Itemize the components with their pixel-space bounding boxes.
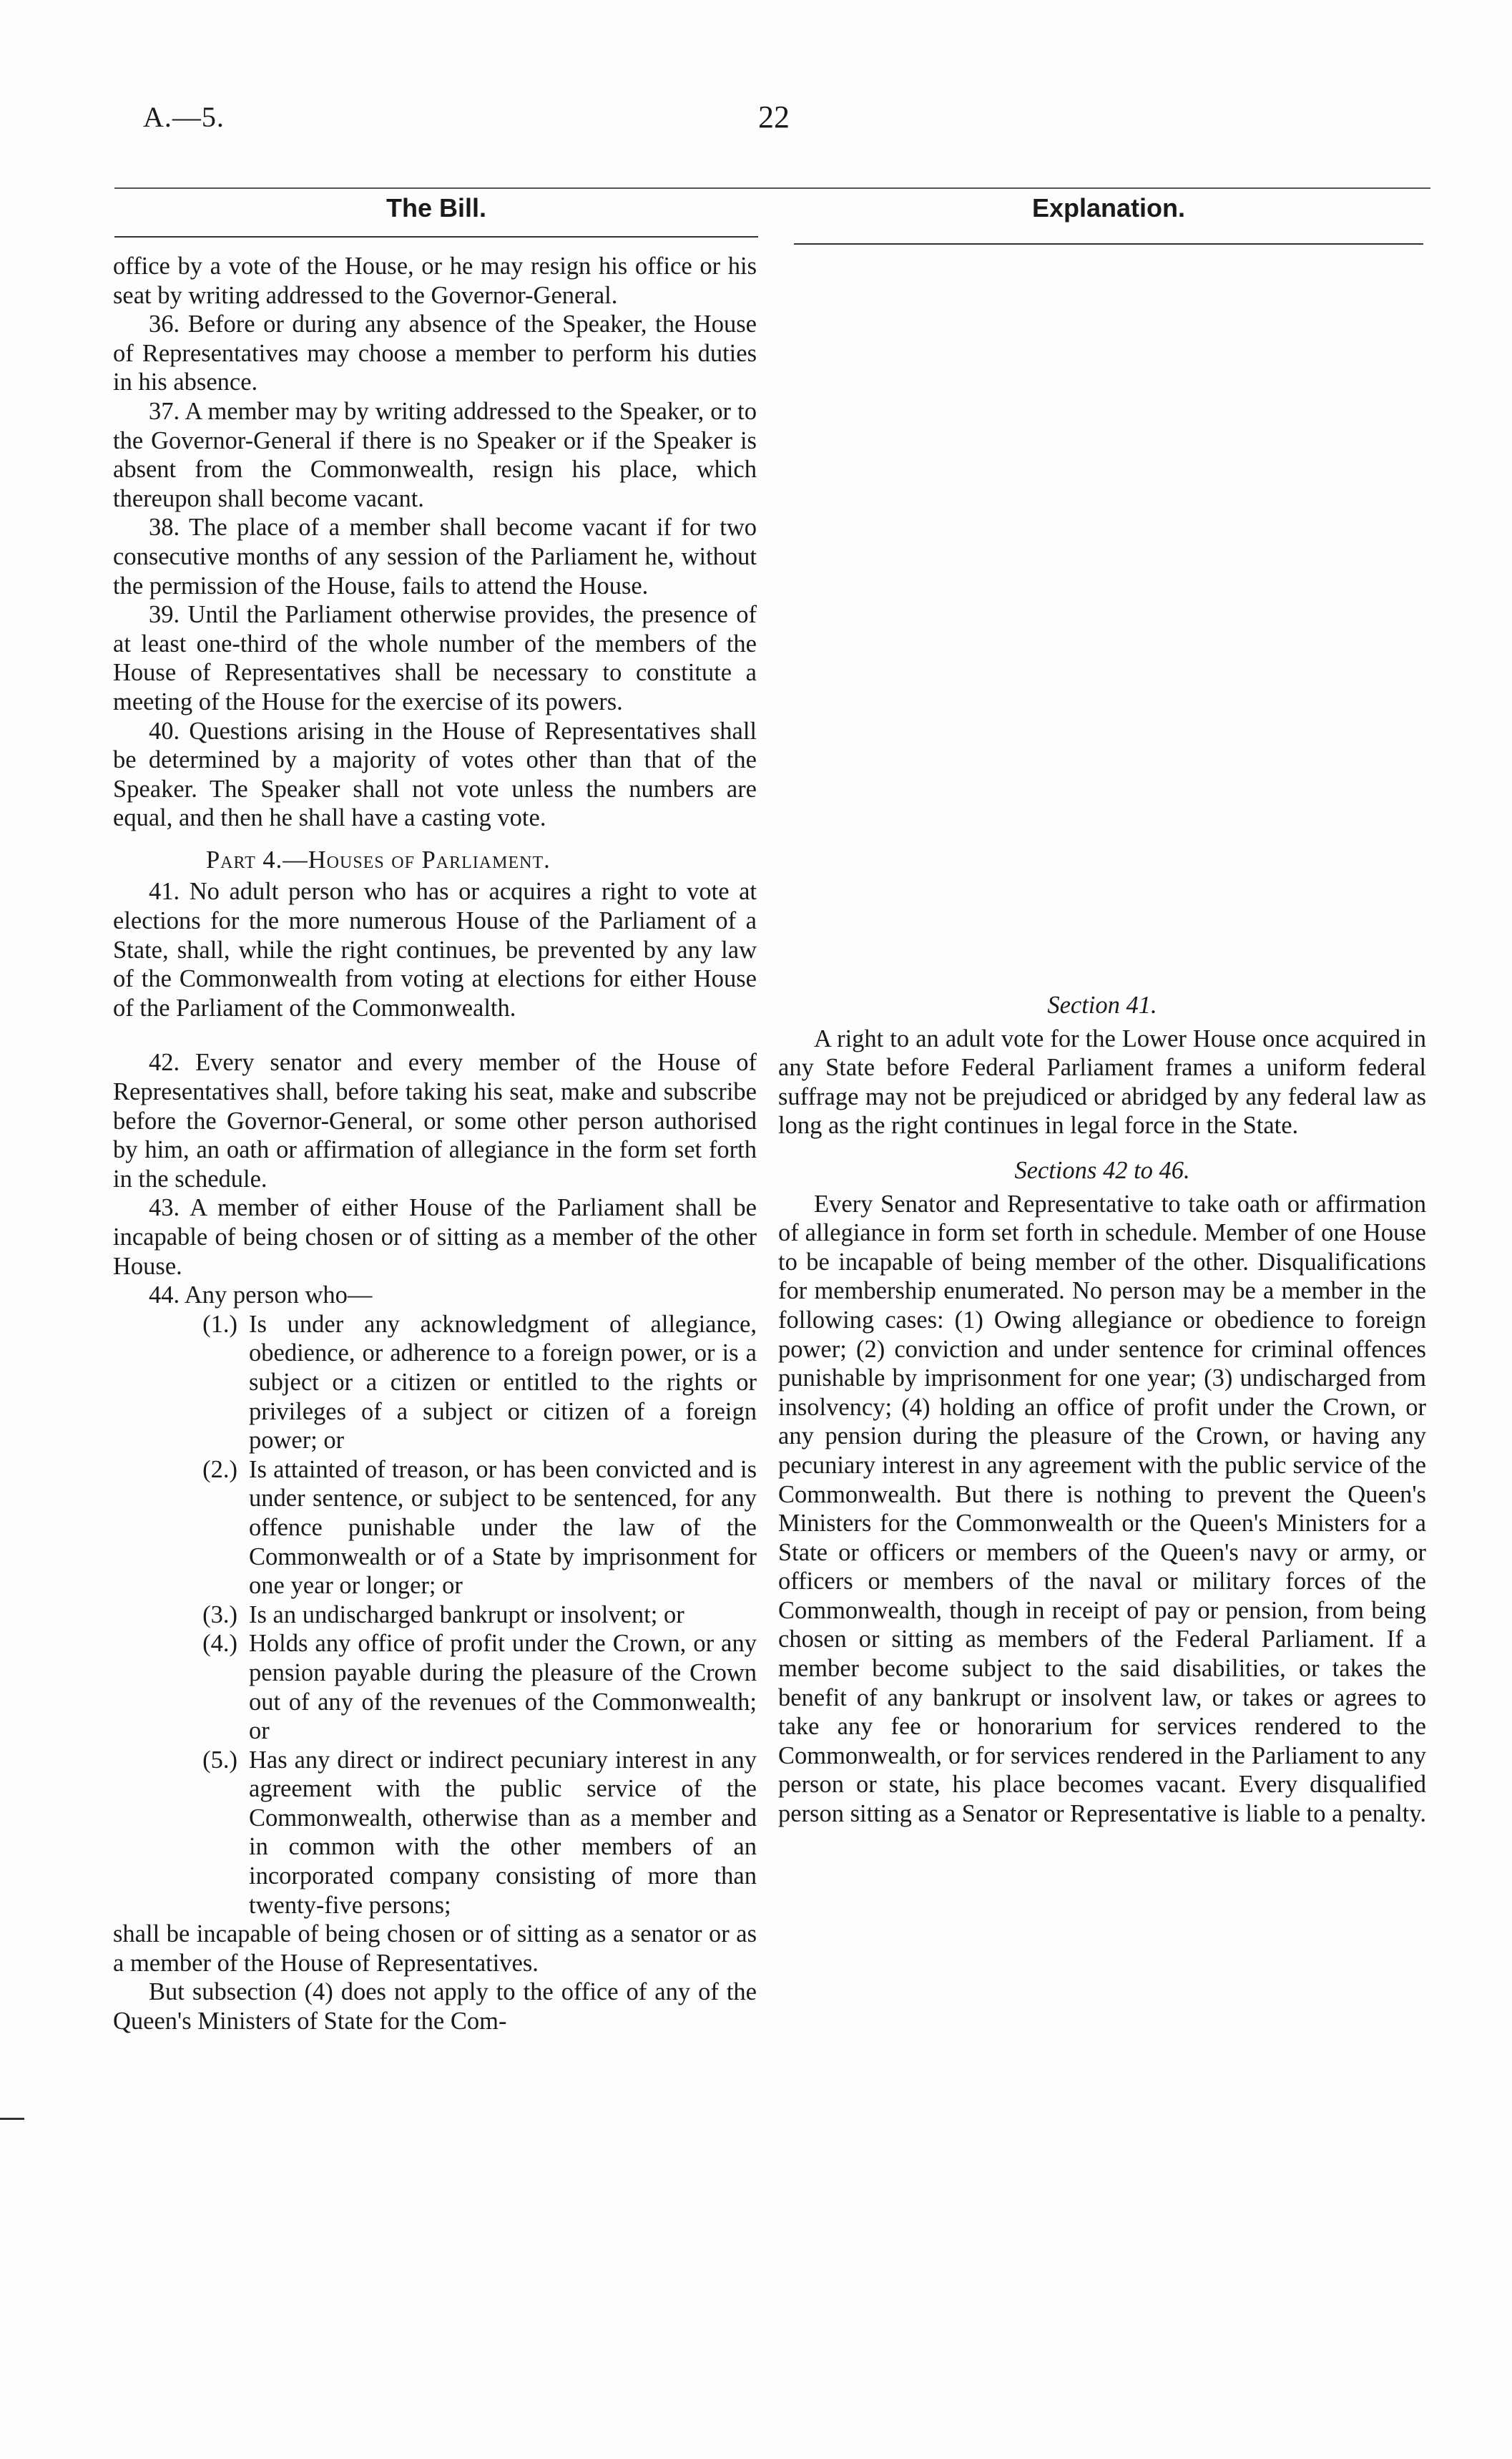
section-36: 36. Before or during any absence of the Speaker, the House of Representatives may choose a member to perform his duties in his absence. [113,311,757,396]
bill-opening-text: office by a vote of the House, or he may resign his office or his seat by writing addressed to the Governor-General. [113,253,757,309]
item-label: (3.) [202,1600,237,1628]
item-label: (5.) [202,1746,237,1774]
section-37: 37. A member may by writing addressed to the Speaker, or to the Governor-General if there is no Speaker or if the Speaker is absent from the Commonwealth, resign his place, which thereupon shall become vacant. [113,397,757,512]
section-41: 41. No adult person who has or acquires a right to vote at elections for the more numerous House of the Parliament of a State, shall, while the right continues, be prevented by any law of the Commonwealth from voting at elections for either House of the Parliament of the Commonwealth. [113,878,757,1022]
item-label: (1.) [202,1310,237,1338]
bill-title-rule [114,236,758,238]
list-item [175,1600,757,1630]
section-40: 40. Questions arising in the House of Representatives shall be determined by a majority of votes other than that of the Speaker. The Speaker shall not vote unless the numbers are equal, and then he shall have a casting vote. [113,717,757,832]
section-43: 43. A member of either House of the Parliament shall be incapable of being chosen or of sitting as a member of the other House. [113,1194,757,1280]
item-text: Is attainted of treason, or has been convicted and is under sentence, or subject to be sentenced, for any offence punishable under the law of the Commonwealth or of a State by imprisonment for one year or longer; or [249,1455,757,1600]
item-text: Is under any acknowledgment of allegiance, obedience, or adherence to a foreign power, or is a subject or a citizen or entitled to the rights or privileges of a subject or citizen of a foreign power; or [249,1310,757,1455]
section-39: 39. Until the Parliament otherwise provides, the presence of at least one-third of the whole number of the members of the House of Representatives shall be necessary to constitute a meeting of the House for the exercise of its powers. [113,601,757,715]
page-reference: A.—5. [143,101,225,133]
margin-mark [0,2118,24,2120]
section-44-conclusion: shall be incapable of being chosen or of sitting as a senator or as a member of the House of Representatives. [113,1920,757,1977]
explanation-heading-sections-42-46: Sections 42 to 46. [1014,1156,1190,1184]
section-44-items [175,1310,757,1920]
section-38: 38. The place of a member shall become vacant if for two consecutive months of any session of the Parliament he, without the permission of the House, fails to attend the House. [113,514,757,600]
explanation-section-41: A right to an adult vote for the Lower House once acquired in any State before Federal Parliament frames a uniform federal suffrage may not be prejudiced or abridged by any federal law as long as the right continues in legal force in the State. [778,1025,1426,1140]
item-text: Holds any office of profit under the Crown, or any pension payable during the pleasure of the Crown out of any of the revenues of the Commonwealth; or [249,1630,757,1745]
section-42: 42. Every senator and every member of the House of Representatives shall, before taking his seat, make and subscribe before the Governor-General, or some other person authorised by him, an oath or affirmation of allegiance in the form set forth in the schedule. [113,1049,757,1193]
section-44-intro: 44. Any person who— [149,1281,373,1309]
part-heading: Part 4.—Houses of Parliament. [206,846,551,874]
explanation-heading-section-41: Section 41. [1047,992,1157,1019]
list-item [175,1310,757,1455]
list-item [175,1746,757,1920]
list-item [175,1455,757,1600]
page-number: 22 [758,99,790,135]
explanation-sections-42-46: Every Senator and Representative to take oath or affirmation of allegiance in form set forth in schedule. Member of one House to be incapable of being member of the other. Disqualifications for membership enumerated. No person may be a member in the following cases: (1) Owing allegiance or obedience to foreign power; (2) conviction and under sentence for criminal offences punishable by imprisonment for one year; (3) undischarged from insolvency; (4) holding an office of profit under the Crown, or any pension during the pleasure of the Crown, or having any pecuniary interest in any agreement with the public service of the Commonwealth. But there is nothing to prevent the Queen's Ministers for the Commonwealth or the Queen's Ministers for a State or officers or members of the Queen's navy or army, or officers or members of the naval or military forces of the Commonwealth, though in receipt of pay or pension, from being chosen or sitting as members of the Federal Parliament. If a member become subject to the said disabilities, or takes the benefit of any bankrupt or insolvent law, or takes or agrees to take any fee or honorarium for services rendered to the Commonwealth, or for services rendered in the Parliament to any person or state, his place becomes vacant. Every disqualified person sitting as a Senator or Representative is liable to a penalty. [778,1190,1427,1828]
list-item [175,1629,757,1745]
item-label: (2.) [202,1455,237,1483]
item-text: Has any direct or indirect pecuniary interest in any agreement with the public service of the Commonwealth, otherwise than as a member and in common with the other members of an incorporated company consisting of more than twenty-five persons; [249,1746,757,1919]
bill-column-title: The Bill. [386,193,486,223]
item-text: Is an undischarged bankrupt or insolvent; or [249,1600,684,1628]
explanation-column [778,989,1426,1829]
header-rule [114,187,1430,189]
bill-column [113,252,757,2036]
section-44-proviso: But subsection (4) does not apply to the office of any of the Queen's Ministers of State for the Com- [113,1978,757,2035]
item-label: (4.) [202,1630,237,1658]
explanation-column-title: Explanation. [1031,193,1186,223]
explanation-title-rule [794,243,1423,245]
